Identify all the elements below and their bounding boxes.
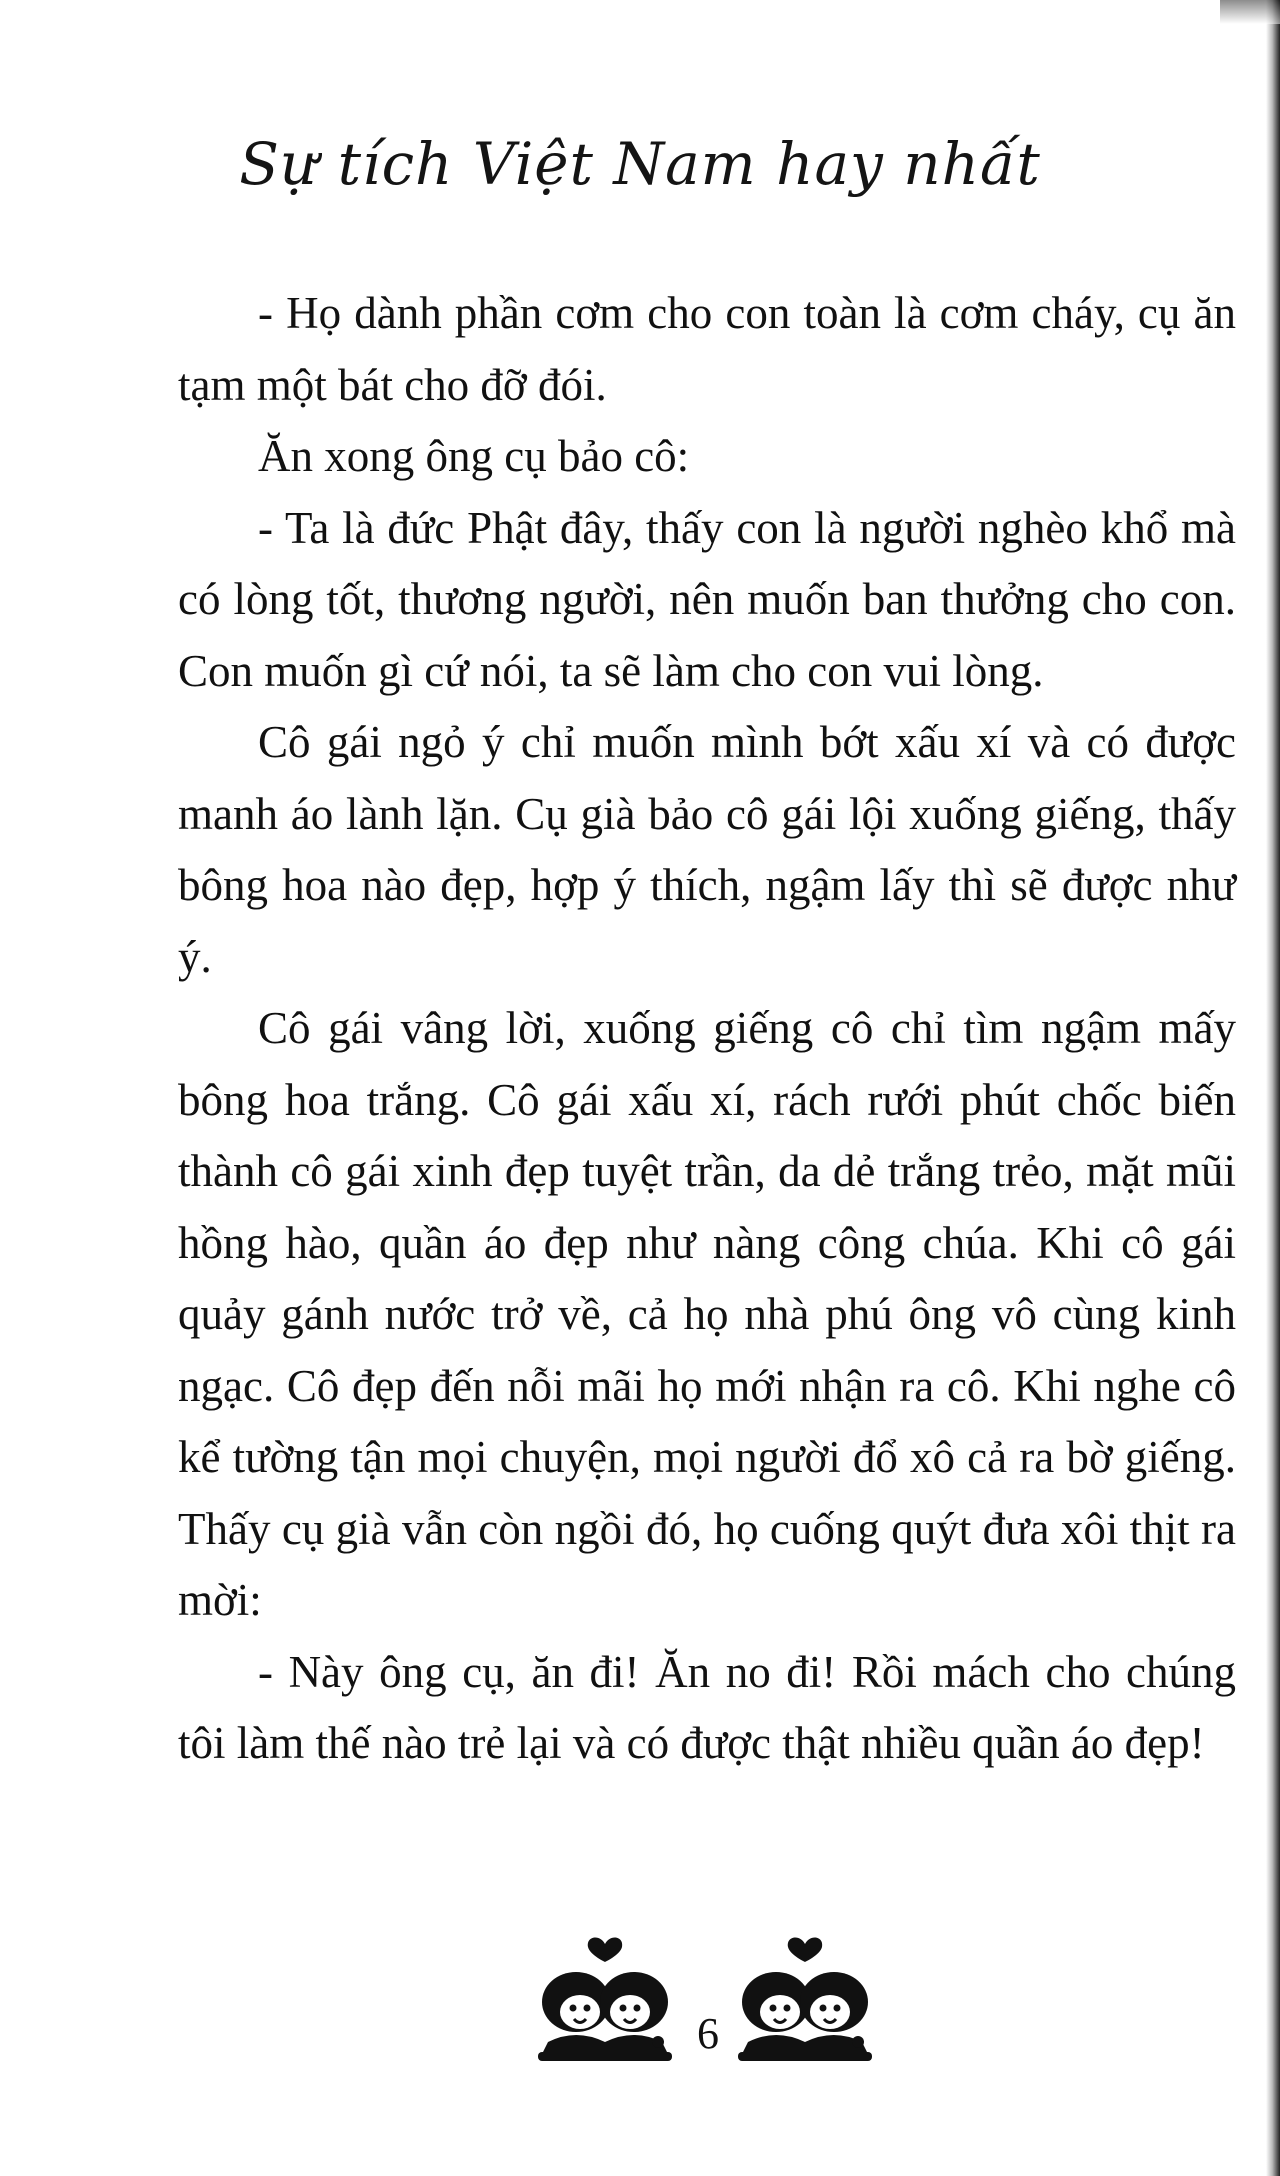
- cartoon-couple-heart-icon: [530, 1930, 680, 2080]
- paragraph: - Ta là đức Phật đây, thấy con là người nghèo khổ mà có lòng tốt, thương người, nên muốn ban thưởng cho con. Con muốn gì cứ nói, ta sẽ làm cho con vui lòng.: [178, 502, 1236, 696]
- page-edge-shadow: [1266, 0, 1280, 2176]
- paragraph: - Này ông cụ, ăn đi! Ăn no đi! Rồi mách cho chúng tôi làm thế nào trẻ lại và có được thật nhiều quần áo đẹp!: [178, 1646, 1236, 1768]
- page-corner-shadow: [1220, 0, 1280, 24]
- paragraph: Cô gái vâng lời, xuống giếng cô chỉ tìm ngậm mấy bông hoa trắng. Cô gái xấu xí, rách rưới phút chốc biến thành cô gái xinh đẹp tuyệt trần, da dẻ trắng trẻo, mặt mũi hồng hào, quần áo đẹp như nàng công chúa. Khi cô gái quảy gánh nước trở về, cả họ nhà phú ông vô cùng kinh ngạc. Cô đẹp đến nỗi mãi họ mới nhận ra cô. Khi nghe cô kể tường tận mọi chuyện, mọi người đổ xô cả ra bờ giếng. Thấy cụ già vẫn còn ngồi đó, họ cuống quýt đưa xôi thịt ra mời:: [178, 1003, 1236, 1625]
- running-title: Sự tích Việt Nam hay nhất: [239, 130, 1041, 198]
- page-number: 6: [697, 2009, 719, 2058]
- paragraph: Cô gái ngỏ ý chỉ muốn mình bớt xấu xí và có được manh áo lành lặn. Cụ già bảo cô gái lội xuống giếng, thấy bông hoa nào đẹp, hợp ý thích, ngậm lấy thì sẽ được như ý.: [178, 717, 1236, 982]
- page-footer: [530, 1930, 880, 2080]
- cartoon-couple-heart-icon: [730, 1930, 880, 2080]
- paragraph: Ăn xong ông cụ bảo cô:: [258, 431, 690, 481]
- paragraph: - Họ dành phần cơm cho con toàn là cơm cháy, cụ ăn tạm một bát cho đỡ đói.: [178, 288, 1236, 410]
- body-text: [178, 278, 1236, 1780]
